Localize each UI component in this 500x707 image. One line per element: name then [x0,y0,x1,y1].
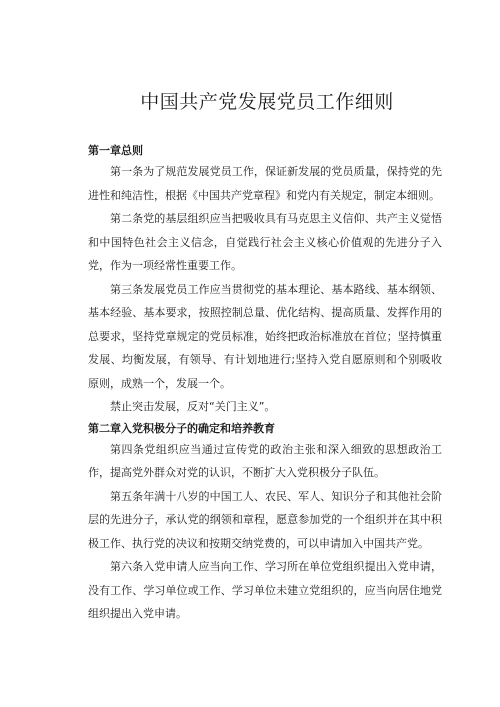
article-paragraph: 第六条入党申请人应当向工作、学习所在单位党组织提出入党申请，没有工作、学习单位或工作、学习单位未建立党组织的，应当向居住地党组织提出入党申请。 [88,560,442,620]
chapter-1 [88,141,442,419]
chapter-2 [88,419,442,626]
article-paragraph: 禁止突击发展，反对“关门主义”。 [110,400,276,413]
article-paragraph: 第一条为了规范发展党员工作，保证新发展的党员质量，保持党的先进性和纯洁性，根据《中国共产党章程》和党内有关规定，制定本细则。 [88,165,442,202]
chapter-heading: 第二章入党积极分子的确定和培养教育 [88,421,275,435]
document-title: 中国共产党发展党员工作细则 [140,91,394,113]
article-paragraph: 第三条发展党员工作应当贯彻党的基本理论、基本路线、基本纲领、基本经验、基本要求，按照控制总量、优化结构、提高质量、发挥作用的总要求，坚持党章规定的党员标准，始终把政治标准放在首位；坚持慎重发展、均衡发展，有领导、有计划地进行;坚持入党自愿原则和个别吸收原则，成熟一个，发展一个。 [88,282,442,390]
article-paragraph: 第二条党的基层组织应当把吸收具有马克思主义信仰、共产主义觉悟和中国特色社会主义信念，自觉践行社会主义核心价值观的先进分子入党，作为一项经常性重要工作。 [88,212,442,272]
article-paragraph: 第四条党组织应当通过宣传党的政治主张和深入细致的思想政治工作，提高党外群众对党的认识，不断扩大入党积极分子队伍。 [88,442,442,479]
chapter-heading: 第一章总则 [88,144,143,157]
article-paragraph: 第五条年满十八岁的中国工人、农民、军人、知识分子和其他社会阶层的先进分子，承认党的纲领和章程，愿意参加党的一个组织并在其中积极工作、执行党的决议和按期交纳党费的，可以申请加入中国共产党。 [88,489,442,550]
